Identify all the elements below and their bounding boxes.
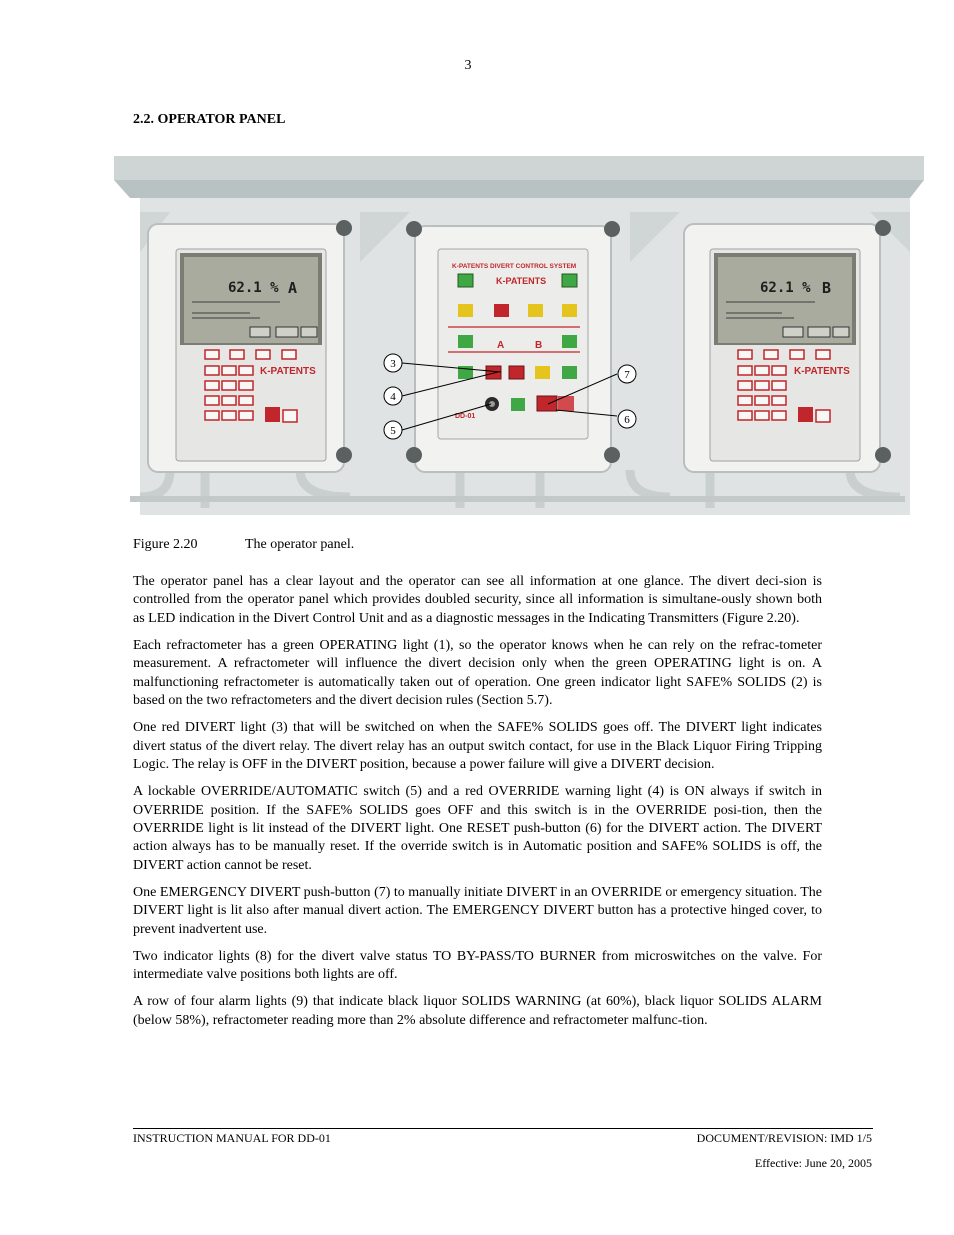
callout-label-4: 4 — [390, 391, 396, 403]
callout-label-5: 5 — [390, 425, 396, 437]
operator-panel-figure — [110, 152, 930, 524]
top-shelf-edge — [114, 180, 924, 198]
right-logo: K-PATENTS — [794, 366, 850, 377]
left-display-value: 62.1 % — [228, 280, 279, 296]
paragraph: The operator panel has a clear layout and the operator can see all information at one glance. The divert deci-sion is controlled from the operator panel which provides doubled security, since all information is simultane-ously shown both as LED indication in the Divert Control Unit and as a diagnostic messages in the Indicating Transmitters (Figure 2.20). — [133, 574, 822, 626]
operator-panel-illustration — [110, 152, 930, 524]
callout-label-7: 7 — [624, 369, 630, 381]
page-number: 3 — [464, 58, 472, 73]
section-heading: 2.2. OPERATOR PANEL — [133, 112, 286, 127]
footer-document-revision: DOCUMENT/REVISION: IMD 1/5 — [696, 1131, 872, 1145]
paragraph: A row of four alarm lights (9) that indicate black liquor SOLIDS WARNING (at 60%), black liquor SOLIDS ALARM (below 58%), refractometer reading more than 2% absolute difference and refractometer malfunc-tion. — [133, 994, 822, 1028]
figure-caption — [133, 537, 354, 553]
top-shelf-face — [114, 156, 924, 180]
paragraph: Each refractometer has a green OPERATING light (1), so the operator knows when he can rely on the refrac-tometer measurement. A refractometer will influence the divert decision only when the green OPERATING light is on. A malfunctioning refractometer is automatically taken out of operation. One green indicator light SAFE% SOLIDS (2) is based on the two refractometers and the divert decision rules (Section 5.7). — [133, 637, 822, 709]
footer-effective-date: Effective: June 20, 2005 — [754, 1156, 872, 1170]
center-model: DD-01 — [455, 413, 476, 420]
cable-tray — [130, 496, 905, 502]
center-channel-b: B — [535, 340, 543, 351]
left-logo: K-PATENTS — [260, 366, 316, 377]
paragraph: Two indicator lights (8) for the divert valve status TO BY-PASS/TO BURNER from microswitches on the valve. For intermediate valve positions both lights are off. — [133, 948, 822, 983]
paragraph: One red DIVERT light (3) that will be switched on when the SAFE% SOLIDS goes off. The DIVERT light indicates divert status of the divert relay. The divert relay has an output switch contact, for use in the Black Liquor Firing Tripping Logic. The relay is OFF in the DIVERT position, because a power failure will give a DIVERT decision. — [133, 720, 822, 773]
callout-label-3: 3 — [390, 358, 396, 370]
callout-label-6: 6 — [624, 414, 630, 426]
paragraph: A lockable OVERRIDE/AUTOMATIC switch (5) and a red OVERRIDE warning light (4) is ON always if switch in OVERRIDE position. If the SAFE% SOLIDS goes OFF and this switch is in the OVERRIDE posi-tion, then the OVERRIDE light is lit instead of the DIVERT light. One RESET push-button (6) for the DIVERT action. The DIVERT action always has to be manually reset. If the override switch is in Automatic position and SAFE% SOLIDS is off, the DIVERT action cannot be reset. — [133, 784, 822, 873]
footer-manual-title: INSTRUCTION MANUAL FOR DD-01 — [133, 1131, 331, 1145]
center-channel-a: A — [497, 340, 505, 351]
figure-caption-number: Figure 2.20 — [133, 537, 198, 552]
figure-caption-text: The operator panel. — [245, 537, 355, 552]
divert-control-unit — [406, 221, 620, 472]
center-title: K-PATENTS DIVERT CONTROL SYSTEM — [452, 263, 577, 270]
right-display-channel: B — [822, 279, 832, 297]
left-transmitter — [148, 220, 352, 472]
left-display-channel: A — [288, 279, 298, 297]
right-display-value: 62.1 % — [760, 280, 811, 296]
right-transmitter — [684, 220, 891, 472]
center-logo: K-PATENTS — [496, 276, 547, 286]
footer-divider — [133, 1128, 873, 1129]
body-text — [133, 573, 822, 1039]
paragraph: One EMERGENCY DIVERT push-button (7) to manually initiate DIVERT in an OVERRIDE or emergency situation. The DIVERT light is lit also after manual divert action. The EMERGENCY DIVERT button has a protective hinged cover, to prevent inadvertent use. — [133, 884, 822, 937]
